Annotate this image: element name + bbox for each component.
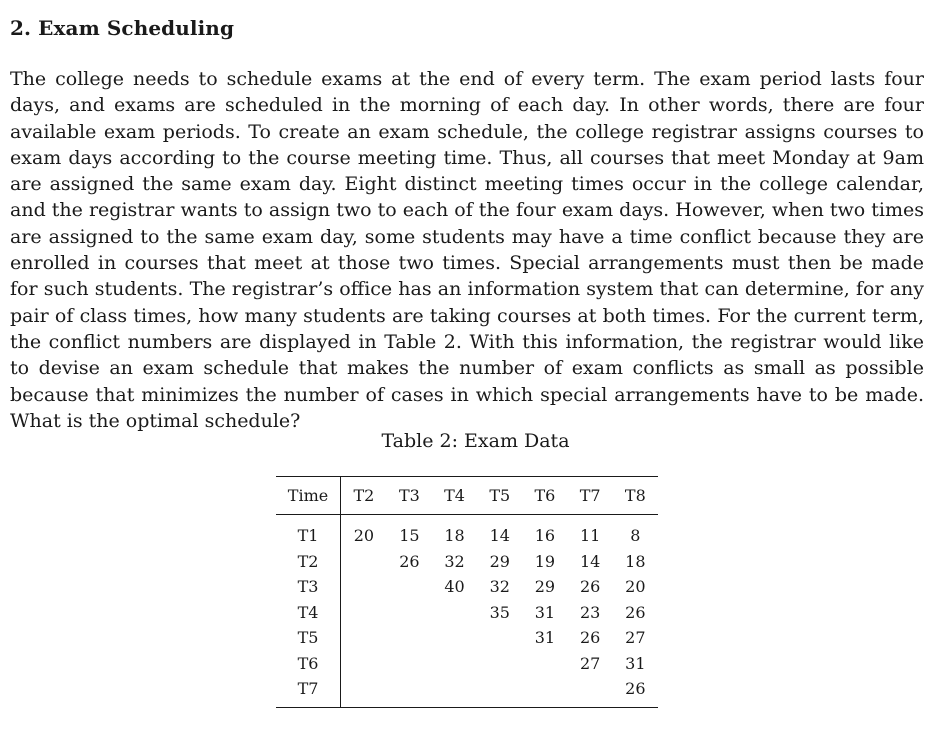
row-label: T5 [276, 625, 341, 651]
table-cell: 31 [625, 653, 646, 673]
table-cell: 29 [534, 577, 556, 597]
table-cell: 35 [489, 602, 510, 622]
table-cell: 20 [353, 526, 375, 546]
table-cell: 32 [489, 577, 510, 597]
table-cell [432, 676, 477, 707]
table-cell: 26 [579, 628, 601, 648]
row-label: T1 [276, 515, 341, 549]
table-cell: 18 [625, 551, 646, 571]
row-label: T3 [276, 574, 341, 600]
table-cell: 27 [579, 653, 601, 673]
table-cell [387, 600, 432, 626]
table-cell [341, 549, 387, 575]
header-cell: T6 [522, 477, 567, 515]
header-cell: T7 [568, 477, 613, 515]
table-cell [341, 625, 387, 651]
exam-data-table [276, 476, 658, 708]
table-cell [432, 625, 477, 651]
table-cell [387, 676, 432, 707]
table-row [276, 651, 658, 677]
table-row [276, 625, 658, 651]
table-cell: 26 [625, 679, 646, 699]
table-cell: 29 [489, 551, 510, 571]
table-cell: 19 [534, 551, 556, 571]
table-cell [387, 625, 432, 651]
table-header-row [276, 477, 658, 515]
table-cell: 15 [399, 526, 420, 546]
table-cell [477, 651, 522, 677]
table-cell: 31 [534, 628, 556, 648]
table-cell: 26 [579, 577, 601, 597]
table-cell: 31 [534, 602, 556, 622]
table-cell: 27 [625, 628, 646, 648]
table-cell [387, 574, 432, 600]
table-cell: 14 [579, 551, 601, 571]
table-cell [387, 651, 432, 677]
table-cell: 16 [534, 526, 556, 546]
table-cell: 20 [625, 577, 646, 597]
table-cell [477, 625, 522, 651]
section-heading: 2. Exam Scheduling [10, 16, 235, 40]
table-cell [522, 651, 567, 677]
header-cell: Time [276, 477, 341, 515]
table-cell: 8 [630, 526, 641, 546]
header-cell: T8 [613, 477, 658, 515]
row-label: T7 [276, 676, 341, 707]
table-cell [341, 651, 387, 677]
table-cell [432, 600, 477, 626]
header-cell: T3 [387, 477, 432, 515]
header-cell: T4 [432, 477, 477, 515]
table-cell: 23 [579, 602, 601, 622]
table-cell [341, 676, 387, 707]
table-cell: 18 [444, 526, 465, 546]
header-cell: T2 [341, 477, 387, 515]
table-row [276, 676, 658, 707]
table-cell [341, 600, 387, 626]
problem-paragraph: The college needs to schedule exams at the end of every term. The exam period lasts four days, and exams are scheduled in the morning of each day. In other words, there are four available exam periods. To create an exam schedule, the college registrar assigns courses to exam days according to the course meeting time. Thus, all courses that meet Monday at 9am are assigned the same exam day. Eight distinct meeting times occur in the college calendar, and the registrar wants to assign two to each of the four exam days. However, when two times are assigned to the same exam day, some students may have a time conflict because they are enrolled in courses that meet at those two times. Special arrangements must then be made for such students. The registrar’s office has an information system that can determine, for any pair of class times, how many students are taking courses at both times. For the current term, the conflict numbers are displayed in Table 2. With this information, the registrar would like to devise an exam schedule that makes the number of exam conflicts as small as possible because that minimizes the number of cases in which special arrangements have to be made. What is the optimal schedule? [10, 68, 924, 432]
row-label: T2 [276, 549, 341, 575]
table-cell: 32 [444, 551, 465, 571]
header-cell: T5 [477, 477, 522, 515]
table-row [276, 574, 658, 600]
table-cell [432, 651, 477, 677]
row-label: T6 [276, 651, 341, 677]
table-row [276, 515, 658, 549]
table-cell [522, 676, 567, 707]
table-row [276, 549, 658, 575]
table-cell: 40 [444, 577, 465, 597]
table-cell: 14 [489, 526, 510, 546]
table-cell [568, 676, 613, 707]
row-label: T4 [276, 600, 341, 626]
table-cell: 11 [579, 526, 601, 546]
table-row [276, 600, 658, 626]
table-cell: 26 [625, 602, 646, 622]
table-caption: Table 2: Exam Data [381, 430, 570, 452]
table-cell [341, 574, 387, 600]
table-cell: 26 [399, 551, 420, 571]
table-cell [477, 676, 522, 707]
